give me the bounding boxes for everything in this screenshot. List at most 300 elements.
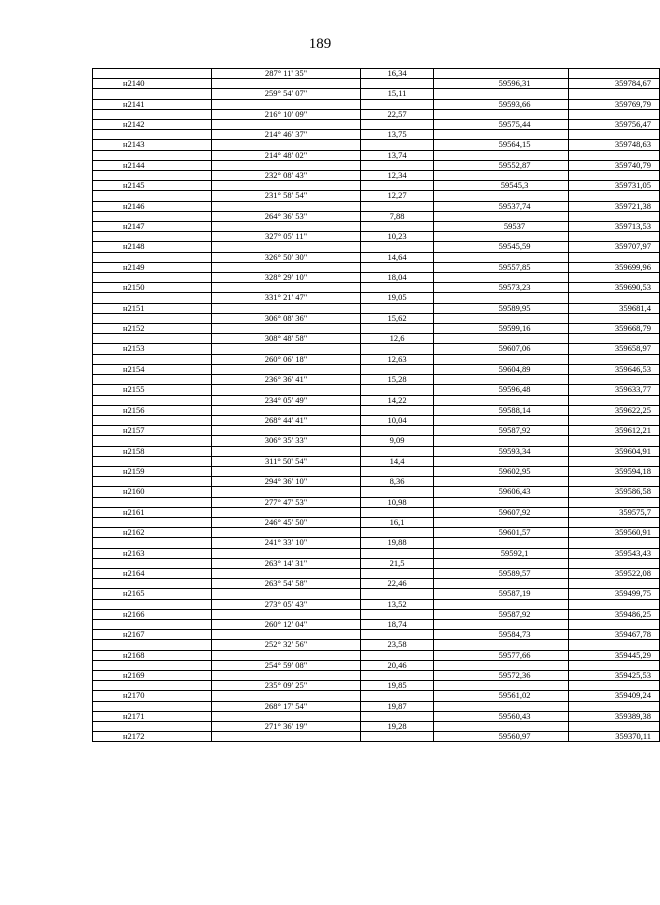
y-cell: 359560,91 — [569, 528, 660, 538]
point-cell: н2150 — [93, 283, 212, 293]
point-cell: н2168 — [93, 650, 212, 660]
distance-cell — [361, 609, 434, 619]
x-cell — [434, 579, 569, 589]
y-cell — [569, 171, 660, 181]
x-cell: 59601,57 — [434, 528, 569, 538]
distance-cell — [361, 650, 434, 660]
angle-cell: 327° 05' 11" — [212, 232, 361, 242]
angle-cell — [212, 487, 361, 497]
x-cell — [434, 354, 569, 364]
point-cell: н2153 — [93, 344, 212, 354]
angle-cell — [212, 283, 361, 293]
point-cell — [93, 334, 212, 344]
y-cell — [569, 232, 660, 242]
point-row — [93, 691, 660, 701]
x-cell: 59537 — [434, 222, 569, 232]
angle-cell — [212, 160, 361, 170]
point-row — [93, 548, 660, 558]
y-cell — [569, 354, 660, 364]
segment-row — [93, 109, 660, 119]
angle-cell — [212, 405, 361, 415]
angle-cell: 273° 05' 43" — [212, 599, 361, 609]
y-cell — [569, 701, 660, 711]
y-cell — [569, 252, 660, 262]
distance-cell: 7,88 — [361, 211, 434, 221]
point-cell — [93, 579, 212, 589]
x-cell — [434, 150, 569, 160]
segment-row — [93, 660, 660, 670]
x-cell: 59584,73 — [434, 630, 569, 640]
point-cell — [93, 701, 212, 711]
segment-row — [93, 599, 660, 609]
y-cell: 359699,96 — [569, 262, 660, 272]
angle-cell: 294° 36' 10" — [212, 477, 361, 487]
distance-cell — [361, 140, 434, 150]
y-cell — [569, 660, 660, 670]
point-cell: н2161 — [93, 507, 212, 517]
table-body — [93, 69, 660, 742]
point-row — [93, 242, 660, 252]
segment-row — [93, 293, 660, 303]
x-cell — [434, 252, 569, 262]
y-cell: 359756,47 — [569, 120, 660, 130]
point-cell: н2159 — [93, 466, 212, 476]
y-cell — [569, 211, 660, 221]
segment-row — [93, 681, 660, 691]
angle-cell: 235° 09' 25" — [212, 681, 361, 691]
x-cell: 59564,15 — [434, 140, 569, 150]
x-cell: 59596,31 — [434, 79, 569, 89]
x-cell: 59572,36 — [434, 670, 569, 680]
x-cell: 59560,43 — [434, 711, 569, 721]
segment-row — [93, 538, 660, 548]
distance-cell — [361, 446, 434, 456]
distance-cell: 22,57 — [361, 109, 434, 119]
point-cell — [93, 497, 212, 507]
y-cell: 359740,79 — [569, 160, 660, 170]
segment-row — [93, 354, 660, 364]
y-cell: 359594,18 — [569, 466, 660, 476]
angle-cell: 241° 33' 10" — [212, 538, 361, 548]
distance-cell: 15,62 — [361, 313, 434, 323]
angle-cell: 263° 54' 58" — [212, 579, 361, 589]
x-cell: 59604,89 — [434, 364, 569, 374]
x-cell: 59573,23 — [434, 283, 569, 293]
distance-cell — [361, 691, 434, 701]
y-cell: 359658,97 — [569, 344, 660, 354]
point-cell — [93, 415, 212, 425]
distance-cell: 12,34 — [361, 171, 434, 181]
distance-cell: 19,05 — [361, 293, 434, 303]
distance-cell — [361, 507, 434, 517]
angle-cell — [212, 507, 361, 517]
angle-cell: 263° 14' 31" — [212, 558, 361, 568]
angle-cell: 232° 08' 43" — [212, 171, 361, 181]
angle-cell — [212, 79, 361, 89]
point-cell — [93, 395, 212, 405]
point-cell: н2152 — [93, 324, 212, 334]
y-cell: 359668,79 — [569, 324, 660, 334]
distance-cell — [361, 324, 434, 334]
angle-cell — [212, 120, 361, 130]
distance-cell: 14,22 — [361, 395, 434, 405]
angle-cell: 246° 45' 50" — [212, 517, 361, 527]
point-cell: н2167 — [93, 630, 212, 640]
distance-cell: 22,46 — [361, 579, 434, 589]
x-cell: 59592,1 — [434, 548, 569, 558]
angle-cell: 260° 06' 18" — [212, 354, 361, 364]
x-cell — [434, 477, 569, 487]
angle-cell: 277° 47' 53" — [212, 497, 361, 507]
distance-cell: 9,09 — [361, 436, 434, 446]
y-cell — [569, 130, 660, 140]
x-cell: 59577,66 — [434, 650, 569, 660]
x-cell: 59545,59 — [434, 242, 569, 252]
point-row — [93, 222, 660, 232]
y-cell — [569, 273, 660, 283]
x-cell — [434, 375, 569, 385]
point-row — [93, 507, 660, 517]
distance-cell: 18,74 — [361, 619, 434, 629]
y-cell — [569, 681, 660, 691]
y-cell: 359731,05 — [569, 181, 660, 191]
x-cell — [434, 497, 569, 507]
point-cell: н2166 — [93, 609, 212, 619]
x-cell: 59607,92 — [434, 507, 569, 517]
point-cell — [93, 69, 212, 79]
distance-cell — [361, 385, 434, 395]
point-cell: н2171 — [93, 711, 212, 721]
y-cell — [569, 150, 660, 160]
y-cell: 359389,38 — [569, 711, 660, 721]
y-cell — [569, 456, 660, 466]
x-cell: 59593,66 — [434, 99, 569, 109]
point-cell: н2145 — [93, 181, 212, 191]
segment-row — [93, 130, 660, 140]
x-cell: 59587,92 — [434, 426, 569, 436]
angle-cell — [212, 385, 361, 395]
distance-cell — [361, 630, 434, 640]
angle-cell — [212, 324, 361, 334]
point-row — [93, 181, 660, 191]
segment-row — [93, 252, 660, 262]
point-row — [93, 140, 660, 150]
angle-cell: 268° 44' 41" — [212, 415, 361, 425]
x-cell — [434, 273, 569, 283]
distance-cell — [361, 568, 434, 578]
angle-cell: 234° 05' 49" — [212, 395, 361, 405]
segment-row — [93, 375, 660, 385]
point-cell: н2160 — [93, 487, 212, 497]
x-cell — [434, 395, 569, 405]
distance-cell — [361, 364, 434, 374]
angle-cell — [212, 528, 361, 538]
segment-row — [93, 69, 660, 79]
point-row — [93, 711, 660, 721]
x-cell: 59588,14 — [434, 405, 569, 415]
point-row — [93, 630, 660, 640]
x-cell — [434, 232, 569, 242]
distance-cell: 10,98 — [361, 497, 434, 507]
distance-cell — [361, 201, 434, 211]
distance-cell: 8,36 — [361, 477, 434, 487]
y-cell — [569, 334, 660, 344]
y-cell: 359769,79 — [569, 99, 660, 109]
distance-cell — [361, 711, 434, 721]
point-cell — [93, 456, 212, 466]
distance-cell — [361, 670, 434, 680]
distance-cell — [361, 99, 434, 109]
distance-cell: 13,75 — [361, 130, 434, 140]
point-row — [93, 446, 660, 456]
y-cell: 359499,75 — [569, 589, 660, 599]
point-cell: н2147 — [93, 222, 212, 232]
y-cell: 359622,25 — [569, 405, 660, 415]
y-cell: 359370,11 — [569, 732, 660, 742]
distance-cell — [361, 181, 434, 191]
point-cell: н2140 — [93, 79, 212, 89]
angle-cell — [212, 201, 361, 211]
x-cell — [434, 681, 569, 691]
point-cell: н2141 — [93, 99, 212, 109]
x-cell — [434, 171, 569, 181]
segment-row — [93, 619, 660, 629]
point-cell — [93, 273, 212, 283]
y-cell: 359681,4 — [569, 303, 660, 313]
y-cell: 359646,53 — [569, 364, 660, 374]
y-cell: 359721,38 — [569, 201, 660, 211]
y-cell — [569, 191, 660, 201]
point-row — [93, 405, 660, 415]
x-cell — [434, 436, 569, 446]
y-cell — [569, 477, 660, 487]
distance-cell — [361, 283, 434, 293]
y-cell: 359425,53 — [569, 670, 660, 680]
angle-cell: 306° 08' 36" — [212, 313, 361, 323]
x-cell — [434, 211, 569, 221]
y-cell: 359713,53 — [569, 222, 660, 232]
y-cell — [569, 619, 660, 629]
distance-cell: 20,46 — [361, 660, 434, 670]
distance-cell — [361, 344, 434, 354]
angle-cell — [212, 466, 361, 476]
angle-cell: 254° 59' 08" — [212, 660, 361, 670]
point-cell — [93, 89, 212, 99]
x-cell: 59560,97 — [434, 732, 569, 742]
distance-cell: 12,6 — [361, 334, 434, 344]
distance-cell: 16,1 — [361, 517, 434, 527]
point-cell — [93, 640, 212, 650]
point-cell — [93, 436, 212, 446]
x-cell — [434, 660, 569, 670]
point-cell — [93, 599, 212, 609]
distance-cell — [361, 405, 434, 415]
distance-cell: 16,34 — [361, 69, 434, 79]
point-cell — [93, 211, 212, 221]
angle-cell — [212, 691, 361, 701]
distance-cell: 15,28 — [361, 375, 434, 385]
y-cell: 359543,43 — [569, 548, 660, 558]
distance-cell: 21,5 — [361, 558, 434, 568]
y-cell: 359604,91 — [569, 446, 660, 456]
y-cell: 359784,67 — [569, 79, 660, 89]
angle-cell — [212, 711, 361, 721]
y-cell: 359612,21 — [569, 426, 660, 436]
x-cell — [434, 722, 569, 732]
x-cell: 59545,3 — [434, 181, 569, 191]
point-cell — [93, 252, 212, 262]
y-cell: 359486,25 — [569, 609, 660, 619]
angle-cell — [212, 630, 361, 640]
angle-cell: 231° 58' 54" — [212, 191, 361, 201]
segment-row — [93, 334, 660, 344]
x-cell — [434, 130, 569, 140]
segment-row — [93, 497, 660, 507]
distance-cell: 14,64 — [361, 252, 434, 262]
point-cell — [93, 150, 212, 160]
angle-cell: 260° 12' 04" — [212, 619, 361, 629]
x-cell — [434, 538, 569, 548]
point-row — [93, 201, 660, 211]
x-cell — [434, 293, 569, 303]
distance-cell — [361, 487, 434, 497]
angle-cell — [212, 262, 361, 272]
angle-cell — [212, 426, 361, 436]
angle-cell — [212, 568, 361, 578]
y-cell — [569, 722, 660, 732]
distance-cell — [361, 120, 434, 130]
coordinates-table — [92, 68, 660, 742]
y-cell — [569, 436, 660, 446]
y-cell: 359445,29 — [569, 650, 660, 660]
point-cell: н2143 — [93, 140, 212, 150]
angle-cell: 311° 50' 54" — [212, 456, 361, 466]
point-cell — [93, 232, 212, 242]
point-row — [93, 262, 660, 272]
y-cell — [569, 497, 660, 507]
x-cell — [434, 558, 569, 568]
x-cell: 59575,44 — [434, 120, 569, 130]
angle-cell: 308° 48' 58" — [212, 334, 361, 344]
y-cell: 359690,53 — [569, 283, 660, 293]
point-row — [93, 487, 660, 497]
x-cell: 59599,16 — [434, 324, 569, 334]
point-row — [93, 303, 660, 313]
point-row — [93, 283, 660, 293]
angle-cell: 287° 11' 35" — [212, 69, 361, 79]
angle-cell — [212, 222, 361, 232]
angle-cell: 264° 36' 53" — [212, 211, 361, 221]
distance-cell — [361, 242, 434, 252]
y-cell: 359467,78 — [569, 630, 660, 640]
x-cell — [434, 334, 569, 344]
angle-cell: 216° 10' 09" — [212, 109, 361, 119]
y-cell — [569, 558, 660, 568]
point-row — [93, 324, 660, 334]
point-cell — [93, 293, 212, 303]
distance-cell — [361, 466, 434, 476]
point-cell — [93, 171, 212, 181]
y-cell — [569, 313, 660, 323]
point-row — [93, 732, 660, 742]
distance-cell: 13,52 — [361, 599, 434, 609]
point-cell — [93, 517, 212, 527]
distance-cell — [361, 426, 434, 436]
point-cell: н2144 — [93, 160, 212, 170]
point-cell: н2169 — [93, 670, 212, 680]
y-cell: 359575,7 — [569, 507, 660, 517]
angle-cell: 331° 21' 47" — [212, 293, 361, 303]
angle-cell — [212, 344, 361, 354]
point-cell: н2172 — [93, 732, 212, 742]
point-cell — [93, 109, 212, 119]
distance-cell: 12,63 — [361, 354, 434, 364]
x-cell: 59587,19 — [434, 589, 569, 599]
point-row — [93, 79, 660, 89]
x-cell: 59607,06 — [434, 344, 569, 354]
x-cell — [434, 456, 569, 466]
y-cell — [569, 599, 660, 609]
point-cell — [93, 375, 212, 385]
angle-cell: 236° 36' 41" — [212, 375, 361, 385]
x-cell: 59606,43 — [434, 487, 569, 497]
distance-cell — [361, 303, 434, 313]
x-cell: 59589,95 — [434, 303, 569, 313]
point-cell — [93, 660, 212, 670]
segment-row — [93, 436, 660, 446]
segment-row — [93, 232, 660, 242]
x-cell — [434, 191, 569, 201]
point-row — [93, 589, 660, 599]
y-cell — [569, 538, 660, 548]
y-cell — [569, 579, 660, 589]
angle-cell — [212, 670, 361, 680]
page-number: 189 — [308, 36, 332, 52]
y-cell — [569, 640, 660, 650]
x-cell: 59561,02 — [434, 691, 569, 701]
point-row — [93, 385, 660, 395]
point-cell — [93, 313, 212, 323]
distance-cell — [361, 262, 434, 272]
segment-row — [93, 640, 660, 650]
point-cell: н2142 — [93, 120, 212, 130]
angle-cell — [212, 140, 361, 150]
distance-cell — [361, 222, 434, 232]
x-cell: 59596,48 — [434, 385, 569, 395]
angle-cell — [212, 181, 361, 191]
point-cell: н2170 — [93, 691, 212, 701]
distance-cell: 15,11 — [361, 89, 434, 99]
point-row — [93, 609, 660, 619]
segment-row — [93, 150, 660, 160]
distance-cell: 10,04 — [361, 415, 434, 425]
distance-cell — [361, 589, 434, 599]
segment-row — [93, 701, 660, 711]
point-cell — [93, 538, 212, 548]
point-cell: н2149 — [93, 262, 212, 272]
point-row — [93, 670, 660, 680]
distance-cell: 23,58 — [361, 640, 434, 650]
x-cell — [434, 313, 569, 323]
angle-cell: 326° 50' 30" — [212, 252, 361, 262]
angle-cell — [212, 589, 361, 599]
x-cell: 59589,57 — [434, 568, 569, 578]
point-cell: н2146 — [93, 201, 212, 211]
x-cell: 59537,74 — [434, 201, 569, 211]
angle-cell — [212, 548, 361, 558]
distance-cell: 19,28 — [361, 722, 434, 732]
point-row — [93, 568, 660, 578]
